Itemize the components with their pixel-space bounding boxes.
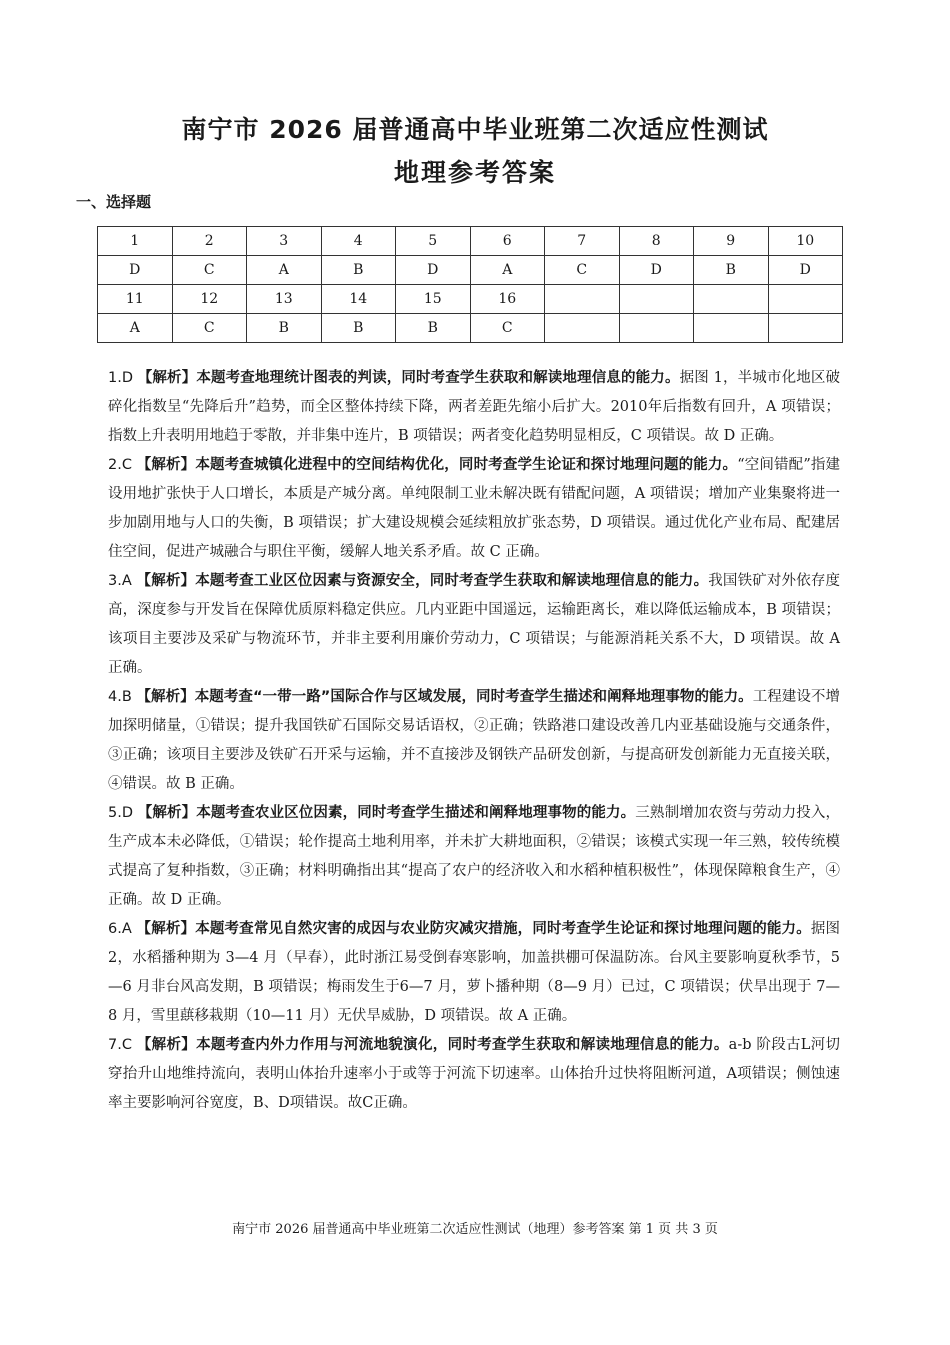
exam-title: 南宁市 2026 届普通高中毕业班第二次适应性测试 bbox=[181, 115, 769, 144]
analysis-tag: 【解析】 bbox=[136, 689, 195, 705]
item-body: “空间错配”指建设用地扩张快于人口增长，本质是产城分离。单纯限制工业未解决既有错配问题，A 项错误；增加产业集聚将进一步加剧用地与人口的失衡，B 项错误；扩大建设规模会延续粗放扩张态势，D 项错误。通过优化产业布局、配建居住空间，促进产城融合与职住平衡，缓解人地关系矛盾。故 C 正确。 bbox=[108, 457, 841, 560]
table-cell: 9 bbox=[694, 227, 769, 256]
table-cell: D bbox=[396, 256, 471, 285]
item-number: 6.A bbox=[108, 921, 132, 937]
table-cell: B bbox=[247, 314, 322, 343]
item-body: 据图 2，水稻播种期为 3—4 月（早春），此时浙江易受倒春寒影响，加盖拱棚可保温防冻。台风主要影响夏秋季节，5—6 月非台风高发期，B 项错误；梅雨发生于6—7 月，萝卜播种期（8—9 月）已过，C 项错误；伏旱出现于 7—8 月，雪里蕻移栽期（10—11 月）无伏旱威胁，D 项错误。故 A 正确。 bbox=[108, 921, 841, 1024]
table-cell: A bbox=[470, 256, 545, 285]
table-cell: D bbox=[768, 256, 843, 285]
item-body: 据图 1，半城市化地区破碎化指数呈“先降后升”趋势，而全区整体持续下降，两者差距先缩小后扩大。2010年后指数有回升，A 项错误；指数上升表明用地趋于零散，并非集中连片，B 项错误；两者变化趋势明显相反，C 项错误。故 D 正确。 bbox=[108, 370, 841, 444]
table-cell: B bbox=[321, 314, 396, 343]
table-cell: 1 bbox=[98, 227, 173, 256]
item-lead: 本题考查农业区位因素，同时考查学生描述和阐释地理事物的能力。 bbox=[196, 805, 636, 821]
table-cell: 4 bbox=[321, 227, 396, 256]
item-number: 4.B bbox=[108, 689, 132, 705]
item-number: 7.C bbox=[108, 1037, 132, 1053]
table-cell: C bbox=[470, 314, 545, 343]
table-cell: 13 bbox=[247, 285, 322, 314]
explanation-item bbox=[108, 799, 840, 915]
table-cell bbox=[768, 314, 843, 343]
table-cell: 16 bbox=[470, 285, 545, 314]
table-cell: 11 bbox=[98, 285, 173, 314]
table-cell bbox=[545, 285, 620, 314]
table-cell: 2 bbox=[172, 227, 247, 256]
table-row-numbers-2 bbox=[98, 285, 843, 314]
explanation-item bbox=[108, 683, 840, 799]
analysis-tag: 【解析】 bbox=[137, 370, 197, 386]
section-heading: 一、选择题 bbox=[76, 193, 152, 211]
explanation-item bbox=[108, 364, 840, 451]
table-cell bbox=[694, 314, 769, 343]
table-cell: D bbox=[98, 256, 173, 285]
table-cell: A bbox=[247, 256, 322, 285]
table-cell: 14 bbox=[321, 285, 396, 314]
table-cell bbox=[694, 285, 769, 314]
explanation-item bbox=[108, 567, 840, 683]
table-cell: B bbox=[396, 314, 471, 343]
table-row-numbers-1 bbox=[98, 227, 843, 256]
table-cell: 5 bbox=[396, 227, 471, 256]
answer-title: 地理参考答案 bbox=[393, 158, 556, 187]
table-cell: C bbox=[172, 314, 247, 343]
table-cell: 8 bbox=[619, 227, 694, 256]
explanation-list bbox=[108, 364, 840, 1118]
table-cell: D bbox=[619, 256, 694, 285]
table-cell bbox=[619, 314, 694, 343]
item-lead: 本题考查内外力作用与河流地貌演化，同时考查学生获取和解读地理信息的能力。 bbox=[196, 1037, 729, 1053]
table-cell: 15 bbox=[396, 285, 471, 314]
page-footer: 南宁市 2026 届普通高中毕业班第二次适应性测试（地理）参考答案 第 1 页 共 3 页 bbox=[232, 1222, 718, 1237]
analysis-tag: 【解析】 bbox=[136, 457, 196, 473]
analysis-tag: 【解析】 bbox=[136, 921, 196, 937]
item-number: 2.C bbox=[108, 457, 132, 473]
item-lead: 本题考查地理统计图表的判读，同时考查学生获取和解读地理信息的能力。 bbox=[196, 370, 680, 386]
table-cell bbox=[545, 314, 620, 343]
table-cell bbox=[619, 285, 694, 314]
table-row-answers-1 bbox=[98, 256, 843, 285]
item-body: 三熟制增加农资与劳动力投入，生产成本未必降低，①错误；轮作提高土地利用率，并未扩大耕地面积，②错误；该模式实现一年三熟，较传统模式提高了复种指数，③正确；材料明确指出其“提高了农户的经济收入和水稻种植积极性”，体现保障粮食生产，④正确。故 D 正确。 bbox=[108, 805, 841, 908]
item-body: a-b 阶段古L河切穿抬升山地维持流向，表明山体抬升速率小于或等于河流下切速率。山体抬升过快将阻断河道，A项错误；侧蚀速率主要影响河谷宽度，B、D项错误。故C正确。 bbox=[108, 1037, 841, 1111]
analysis-tag: 【解析】 bbox=[136, 573, 196, 589]
explanation-item bbox=[108, 451, 840, 567]
explanation-item bbox=[108, 915, 840, 1031]
table-cell: B bbox=[321, 256, 396, 285]
item-body: 我国铁矿对外依存度高，深度参与开发旨在保障优质原料稳定供应。几内亚距中国遥远，运输距离长，难以降低运输成本，B 项错误；该项目主要涉及采矿与物流环节，并非主要利用廉价劳动力，C 项错误；与能源消耗关系不大，D 项错误。故 A 正确。 bbox=[108, 573, 841, 676]
table-cell: B bbox=[694, 256, 769, 285]
item-body: 工程建设不增加探明储量，①错误；提升我国铁矿石国际交易话语权，②正确；铁路港口建设改善几内亚基础设施与交通条件，③正确；该项目主要涉及铁矿石开采与运输，并不直接涉及钢铁产品研发创新，与提高研发创新能力无直接关联，④错误。故 B 正确。 bbox=[108, 689, 840, 792]
item-lead: 本题考查“一带一路”国际合作与区域发展，同时考查学生描述和阐释地理事物的能力。 bbox=[194, 689, 753, 705]
table-cell: 12 bbox=[172, 285, 247, 314]
table-cell: C bbox=[545, 256, 620, 285]
item-number: 3.A bbox=[108, 573, 132, 589]
table-cell bbox=[768, 285, 843, 314]
table-cell: 3 bbox=[247, 227, 322, 256]
table-cell: 7 bbox=[545, 227, 620, 256]
item-number: 5.D bbox=[108, 805, 133, 821]
item-lead: 本题考查常见自然灾害的成因与农业防灾减灾措施，同时考查学生论证和探讨地理问题的能力。 bbox=[195, 921, 811, 937]
analysis-tag: 【解析】 bbox=[137, 805, 197, 821]
item-lead: 本题考查城镇化进程中的空间结构优化，同时考查学生论证和探讨地理问题的能力。 bbox=[195, 457, 738, 473]
analysis-tag: 【解析】 bbox=[136, 1037, 197, 1053]
table-row-answers-2 bbox=[98, 314, 843, 343]
table-cell: A bbox=[98, 314, 173, 343]
table-cell: 6 bbox=[470, 227, 545, 256]
explanation-item bbox=[108, 1031, 840, 1118]
table-cell: C bbox=[172, 256, 247, 285]
table-cell: 10 bbox=[768, 227, 843, 256]
answer-table bbox=[97, 226, 843, 343]
item-lead: 本题考查工业区位因素与资源安全，同时考查学生获取和解读地理信息的能力。 bbox=[195, 573, 709, 589]
item-number: 1.D bbox=[108, 370, 133, 386]
